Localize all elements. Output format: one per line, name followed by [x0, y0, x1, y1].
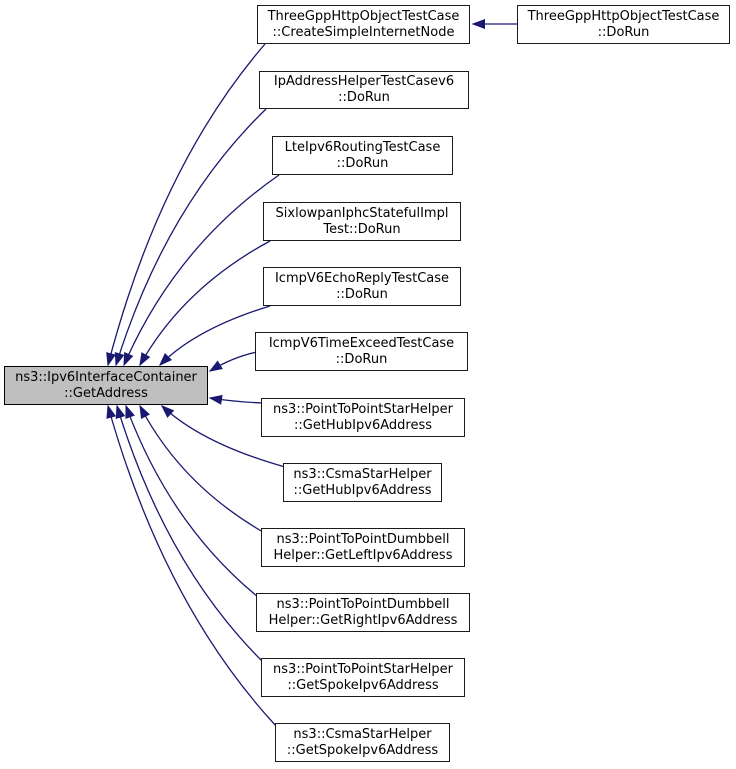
node-label-line: ::DoRun: [335, 351, 388, 367]
node-label-line: IcmpV6TimeExceedTestCase: [268, 335, 455, 351]
node-label-line: ::GetSpokeIpv6Address: [286, 742, 439, 758]
node-label-line: SixlowpanIphcStatefulImpl: [275, 205, 449, 221]
node-csma-star-helper-get-spoke-ipv6-address[interactable]: [275, 723, 450, 762]
node-label-line: ThreeGppHttpObjectTestCase: [527, 8, 720, 24]
edge-arrowhead: [473, 20, 485, 29]
node-point-to-point-star-helper-get-hub-ipv6-address[interactable]: [261, 398, 465, 437]
node-label-line: ns3::Ipv6InterfaceContainer: [15, 369, 197, 385]
node-csma-star-helper-get-hub-ipv6-address[interactable]: [283, 463, 442, 502]
edge-arrowhead: [115, 353, 123, 365]
call-edge: [160, 306, 270, 365]
node-label-line: ::DoRun: [336, 155, 389, 171]
node-icmp-v6-time-exceed-test-case-do-run[interactable]: [255, 332, 468, 371]
edge-arrowhead: [124, 353, 133, 365]
node-lte-ipv6-routing-test-case-do-run[interactable]: [272, 136, 453, 175]
node-label-line: ::GetHubIpv6Address: [293, 417, 433, 433]
call-edge: [116, 109, 266, 365]
node-label-line: ns3::PointToPointDumbbell: [276, 596, 450, 612]
node-label-line: ::DoRun: [336, 286, 388, 302]
call-edge: [140, 241, 270, 365]
edge-arrowhead: [107, 406, 115, 418]
node-threegpp-http-object-test-case-create-simple-internet-node[interactable]: [257, 5, 470, 44]
node-icmp-v6-echo-reply-test-case-do-run[interactable]: [263, 267, 461, 306]
edge-arrowhead: [116, 406, 124, 418]
node-label-line: IpAddressHelperTestCasev6: [273, 74, 455, 89]
node-label-line: ::GetHubIpv6Address: [293, 482, 432, 498]
call-edge: [117, 406, 263, 662]
edge-arrowhead: [162, 406, 173, 417]
node-label-line: ::GetAddress: [64, 385, 148, 401]
node-label-line: ns3::CsmaStarHelper: [293, 726, 432, 742]
node-label-line: ::GetSpokeIpv6Address: [287, 677, 439, 693]
node-label-line: ns3::PointToPointStarHelper: [273, 661, 453, 677]
node-label-line: LteIpv6RoutingTestCase: [284, 139, 441, 155]
edge-arrowhead: [140, 406, 149, 418]
node-sixlowpan-iphc-stateful-impl-test-do-run[interactable]: [263, 202, 461, 241]
node-label-line: ns3::PointToPointDumbbell: [276, 531, 450, 547]
node-ip-address-helper-test-casev6-do-run[interactable]: [259, 71, 469, 109]
edge-arrowhead: [210, 395, 222, 404]
edge-arrowhead: [210, 361, 222, 371]
node-label-line: IcmpV6EchoReplyTestCase: [274, 270, 450, 286]
node-label-line: ns3::PointToPointStarHelper: [273, 401, 453, 417]
node-label-line: ::DoRun: [597, 24, 650, 40]
edge-arrowhead: [126, 406, 134, 418]
node-label-line: ::DoRun: [338, 90, 390, 105]
edge-arrowhead: [107, 353, 115, 365]
node-label-line: ns3::CsmaStarHelper: [293, 466, 432, 482]
edge-arrowhead: [140, 353, 149, 365]
node-point-to-point-dumbbell-helper-get-right-ipv6-address[interactable]: [256, 593, 470, 632]
node-point-to-point-star-helper-get-spoke-ipv6-address[interactable]: [261, 658, 465, 697]
node-ipv6-interface-container-get-address: [4, 366, 208, 405]
node-point-to-point-dumbbell-helper-get-left-ipv6-address[interactable]: [261, 528, 465, 567]
node-label-line: Test::DoRun: [323, 221, 401, 237]
node-threegpp-http-object-test-case-do-run[interactable]: [517, 5, 730, 44]
node-label-line: Helper::GetLeftIpv6Address: [273, 547, 453, 563]
node-label-line: ::CreateSimpleInternetNode: [272, 24, 455, 40]
call-edge: [126, 406, 258, 597]
node-label-line: ThreeGppHttpObjectTestCase: [267, 8, 460, 24]
node-label-line: Helper::GetRightIpv6Address: [268, 612, 458, 628]
